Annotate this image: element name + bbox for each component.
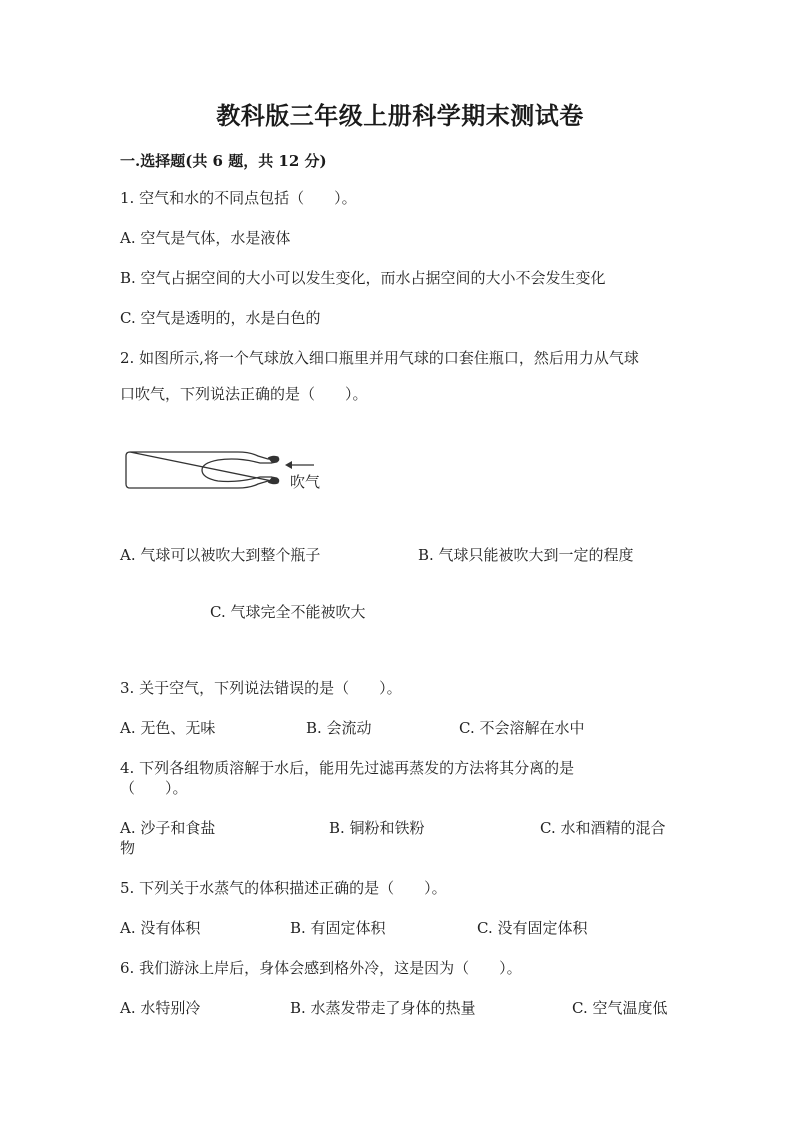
question-2-stem-line-1: 2. 如图所示,将一个气球放入细口瓶里并用气球的口套住瓶口，然后用力从气球 [120, 349, 639, 367]
balloon-mouth-top [268, 456, 279, 463]
question-5-option-c: C. 没有固定体积 [477, 919, 588, 937]
blow-arrow-head [285, 461, 292, 469]
question-1-stem: 1. 空气和水的不同点包括（ ）。 [120, 189, 357, 207]
question-6-option-a: A. 水特别冷 [120, 999, 201, 1017]
question-3-option-c: C. 不会溶解在水中 [459, 719, 585, 737]
section-heading: 一.选择题(共 6 题，共 12 分) [120, 152, 327, 170]
question-6-stem: 6. 我们游泳上岸后，身体会感到格外冷，这是因为（ ）。 [120, 959, 522, 977]
question-5-option-a: A. 没有体积 [120, 919, 201, 937]
question-4-option-c: C. 水和酒精的混合 [540, 819, 666, 837]
question-2-option-b: B. 气球只能被吹大到一定的程度 [418, 546, 634, 564]
balloon-mouth-bottom [268, 477, 279, 484]
bottle-balloon-figure [120, 438, 360, 508]
question-1-option-a: A. 空气是气体，水是液体 [120, 229, 291, 247]
question-4-option-b: B. 铜粉和铁粉 [329, 819, 425, 837]
question-6-option-b: B. 水蒸发带走了身体的热量 [290, 999, 476, 1017]
question-3-option-b: B. 会流动 [306, 719, 372, 737]
question-1-option-c: C. 空气是透明的，水是白色的 [120, 309, 321, 327]
question-4-stem-line-2: （ ）。 [120, 779, 188, 797]
question-2-option-c: C. 气球完全不能被吹大 [210, 603, 366, 621]
balloon-shape [202, 459, 272, 482]
question-2-stem-line-2: 口吹气，下列说法正确的是（ ）。 [120, 385, 368, 403]
bottle-outline [126, 452, 272, 488]
question-4-stem-line-1: 4. 下列各组物质溶解于水后，能用先过滤再蒸发的方法将其分离的是 [120, 759, 575, 777]
page-title: 教科版三年级上册科学期末测试卷 [216, 101, 584, 130]
question-6-option-c: C. 空气温度低 [572, 999, 668, 1017]
question-3-stem: 3. 关于空气，下列说法错误的是（ ）。 [120, 679, 402, 697]
question-3-option-a: A. 无色、无味 [120, 719, 216, 737]
question-5-stem: 5. 下列关于水蒸气的体积描述正确的是（ ）。 [120, 879, 447, 897]
question-1-option-b: B. 空气占据空间的大小可以发生变化，而水占据空间的大小不会发生变化 [120, 269, 606, 287]
blow-label: 吹气 [290, 473, 321, 491]
question-4-option-c-continued: 物 [120, 839, 136, 857]
question-4-option-a: A. 沙子和食盐 [120, 819, 216, 837]
question-5-option-b: B. 有固定体积 [290, 919, 386, 937]
question-2-option-a: A. 气球可以被吹大到整个瓶子 [120, 546, 321, 564]
